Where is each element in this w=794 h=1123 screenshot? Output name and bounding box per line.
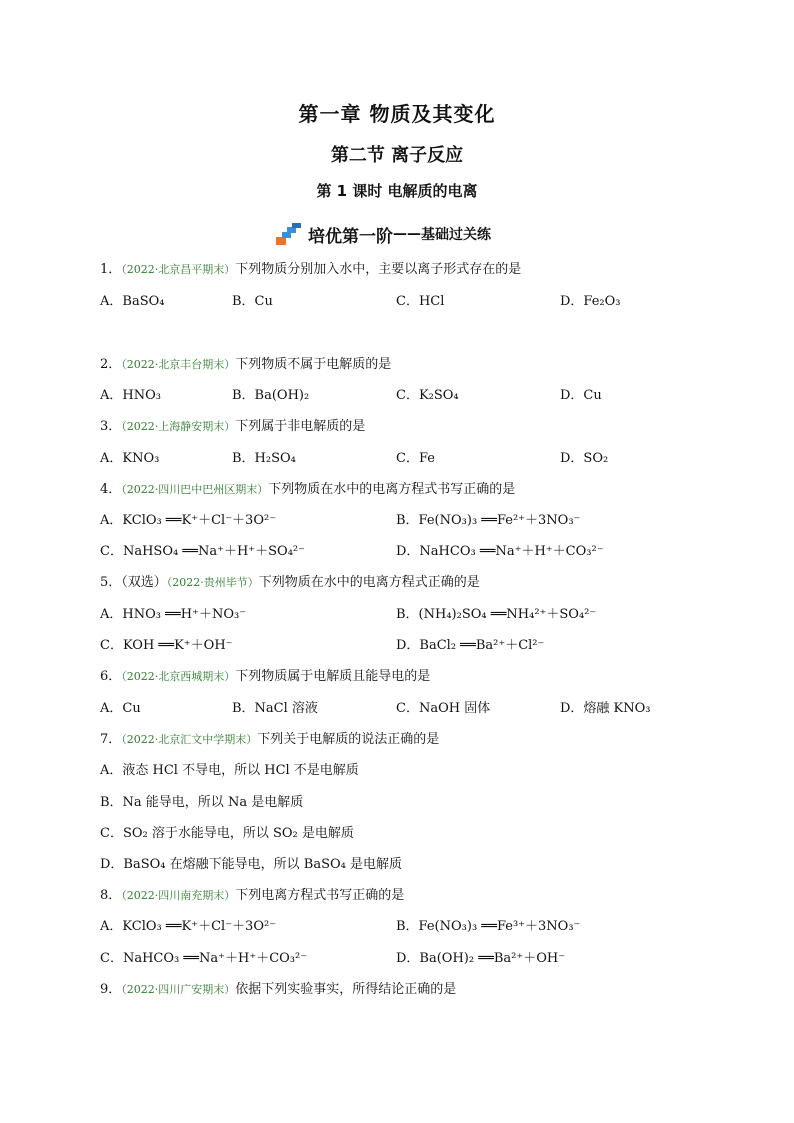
question-4-stem bbox=[100, 481, 515, 499]
banner-dash: —— bbox=[393, 226, 421, 242]
q6-option-c[interactable]: C．NaOH 固体 bbox=[396, 701, 491, 716]
q1-option-d[interactable]: D．Fe₂O₃ bbox=[560, 294, 621, 309]
q2-option-a[interactable]: A．HNO₃ bbox=[100, 388, 161, 403]
q4-option-d[interactable]: D．NaHCO₃ ══Na⁺＋H⁺＋CO₃²⁻ bbox=[396, 544, 604, 559]
section-title: 第二节 离子反应 bbox=[330, 145, 464, 166]
q5-option-a[interactable]: A．HNO₃ ══H⁺＋NO₃⁻ bbox=[100, 607, 247, 622]
question-source: （2022·上海静安期末） bbox=[121, 420, 236, 433]
question-source: （2022·北京丰台期末） bbox=[121, 358, 236, 371]
question-number: 9． bbox=[100, 982, 122, 997]
question-9-stem bbox=[100, 981, 456, 999]
question-text: 下列属于非电解质的是 bbox=[235, 419, 366, 434]
question-7-stem bbox=[100, 731, 439, 749]
question-text: 下列物质在水中的电离方程式正确的是 bbox=[258, 575, 480, 590]
question-number: 3． bbox=[100, 419, 122, 434]
question-3-stem bbox=[100, 418, 365, 436]
question-source: （2022·北京西城期末） bbox=[121, 670, 236, 683]
question-text: 下列物质不属于电解质的是 bbox=[235, 357, 392, 372]
question-text: 下列关于电解质的说法正确的是 bbox=[257, 732, 440, 747]
q7-option-b[interactable]: B．Na 能导电，所以 Na 是电解质 bbox=[100, 795, 304, 810]
q1-option-a[interactable]: A．BaSO₄ bbox=[100, 294, 165, 309]
question-8-stem bbox=[100, 887, 404, 905]
q3-option-b[interactable]: B．H₂SO₄ bbox=[232, 451, 296, 466]
q4-option-b[interactable]: B．Fe(NO₃)₃ ══Fe²⁺＋3NO₃⁻ bbox=[396, 513, 581, 528]
stairs-icon bbox=[276, 223, 302, 245]
question-number: 6． bbox=[100, 669, 122, 684]
question-number: 5． bbox=[100, 575, 122, 590]
question-number: 1． bbox=[100, 262, 122, 277]
question-source: （2022·北京昌平期末） bbox=[121, 263, 236, 276]
q5-option-c[interactable]: C．KOH ══K⁺＋OH⁻ bbox=[100, 638, 233, 653]
q8-option-c[interactable]: C．NaHCO₃ ══Na⁺＋H⁺＋CO₃²⁻ bbox=[100, 951, 308, 966]
question-number: 2． bbox=[100, 357, 122, 372]
banner-main: 培优第一阶 bbox=[308, 226, 393, 247]
q6-option-b[interactable]: B．NaCl 溶液 bbox=[232, 701, 318, 716]
question-source: （2022·北京汇文中学期末） bbox=[121, 733, 258, 746]
q2-option-c[interactable]: C．K₂SO₄ bbox=[396, 388, 459, 403]
question-source: （2022·四川广安期末） bbox=[121, 983, 236, 996]
q6-option-d[interactable]: D．熔融 KNO₃ bbox=[560, 701, 651, 716]
q8-option-b[interactable]: B．Fe(NO₃)₃ ══Fe³⁺＋3NO₃⁻ bbox=[396, 919, 581, 934]
q4-option-c[interactable]: C．NaHSO₄ ══Na⁺＋H⁺＋SO₄²⁻ bbox=[100, 544, 306, 559]
question-text: 依据下列实验事实，所得结论正确的是 bbox=[235, 982, 457, 997]
chapter-title: 第一章 物质及其变化 bbox=[298, 102, 496, 126]
q2-option-b[interactable]: B．Ba(OH)₂ bbox=[232, 388, 310, 403]
q5-option-d[interactable]: D．BaCl₂ ══Ba²⁺＋Cl²⁻ bbox=[396, 638, 545, 653]
q8-option-a[interactable]: A．KClO₃ ══K⁺＋Cl⁻＋3O²⁻ bbox=[100, 919, 277, 934]
q3-option-c[interactable]: C．Fe bbox=[396, 451, 435, 466]
q7-option-a[interactable]: A．液态 HCl 不导电，所以 HCl 不是电解质 bbox=[100, 763, 359, 778]
question-source: （2022·贵州毕节） bbox=[166, 576, 259, 589]
q7-option-d[interactable]: D．BaSO₄ 在熔融下能导电，所以 BaSO₄ 是电解质 bbox=[100, 857, 402, 872]
question-number: 8． bbox=[100, 888, 122, 903]
q3-option-a[interactable]: A．KNO₃ bbox=[100, 451, 160, 466]
q8-option-d[interactable]: D．Ba(OH)₂ ══Ba²⁺＋OH⁻ bbox=[396, 951, 566, 966]
q4-option-a[interactable]: A．KClO₃ ══K⁺＋Cl⁻＋3O²⁻ bbox=[100, 513, 277, 528]
question-tag: （双选） bbox=[121, 575, 167, 590]
q6-option-a[interactable]: A．Cu bbox=[100, 701, 141, 716]
q1-option-c[interactable]: C．HCl bbox=[396, 294, 445, 309]
question-text: 下列电离方程式书写正确的是 bbox=[235, 888, 405, 903]
question-text: 下列物质分别加入水中，主要以离子形式存在的是 bbox=[235, 262, 522, 277]
question-6-stem bbox=[100, 668, 430, 686]
question-2-stem bbox=[100, 356, 391, 374]
question-source: （2022·四川南充期末） bbox=[121, 889, 236, 902]
q1-option-b[interactable]: B．Cu bbox=[232, 294, 273, 309]
banner-sub: 基础过关练 bbox=[421, 227, 491, 243]
question-number: 4． bbox=[100, 482, 122, 497]
q7-option-c[interactable]: C．SO₂ 溶于水能导电，所以 SO₂ 是电解质 bbox=[100, 826, 354, 841]
q5-option-b[interactable]: B．(NH₄)₂SO₄ ══NH₄²⁺＋SO₄²⁻ bbox=[396, 607, 597, 622]
level-banner bbox=[276, 222, 491, 246]
lesson-title: 第 1 课时 电解质的电离 bbox=[316, 182, 478, 200]
question-text: 下列物质在水中的电离方程式书写正确的是 bbox=[268, 482, 516, 497]
question-number: 7． bbox=[100, 732, 122, 747]
q3-option-d[interactable]: D．SO₂ bbox=[560, 451, 609, 466]
question-text: 下列物质属于电解质且能导电的是 bbox=[235, 669, 431, 684]
question-5-stem bbox=[100, 574, 480, 592]
question-1-stem bbox=[100, 261, 521, 279]
question-source: （2022·四川巴中巴州区期末） bbox=[121, 483, 269, 496]
q2-option-d[interactable]: D．Cu bbox=[560, 388, 602, 403]
